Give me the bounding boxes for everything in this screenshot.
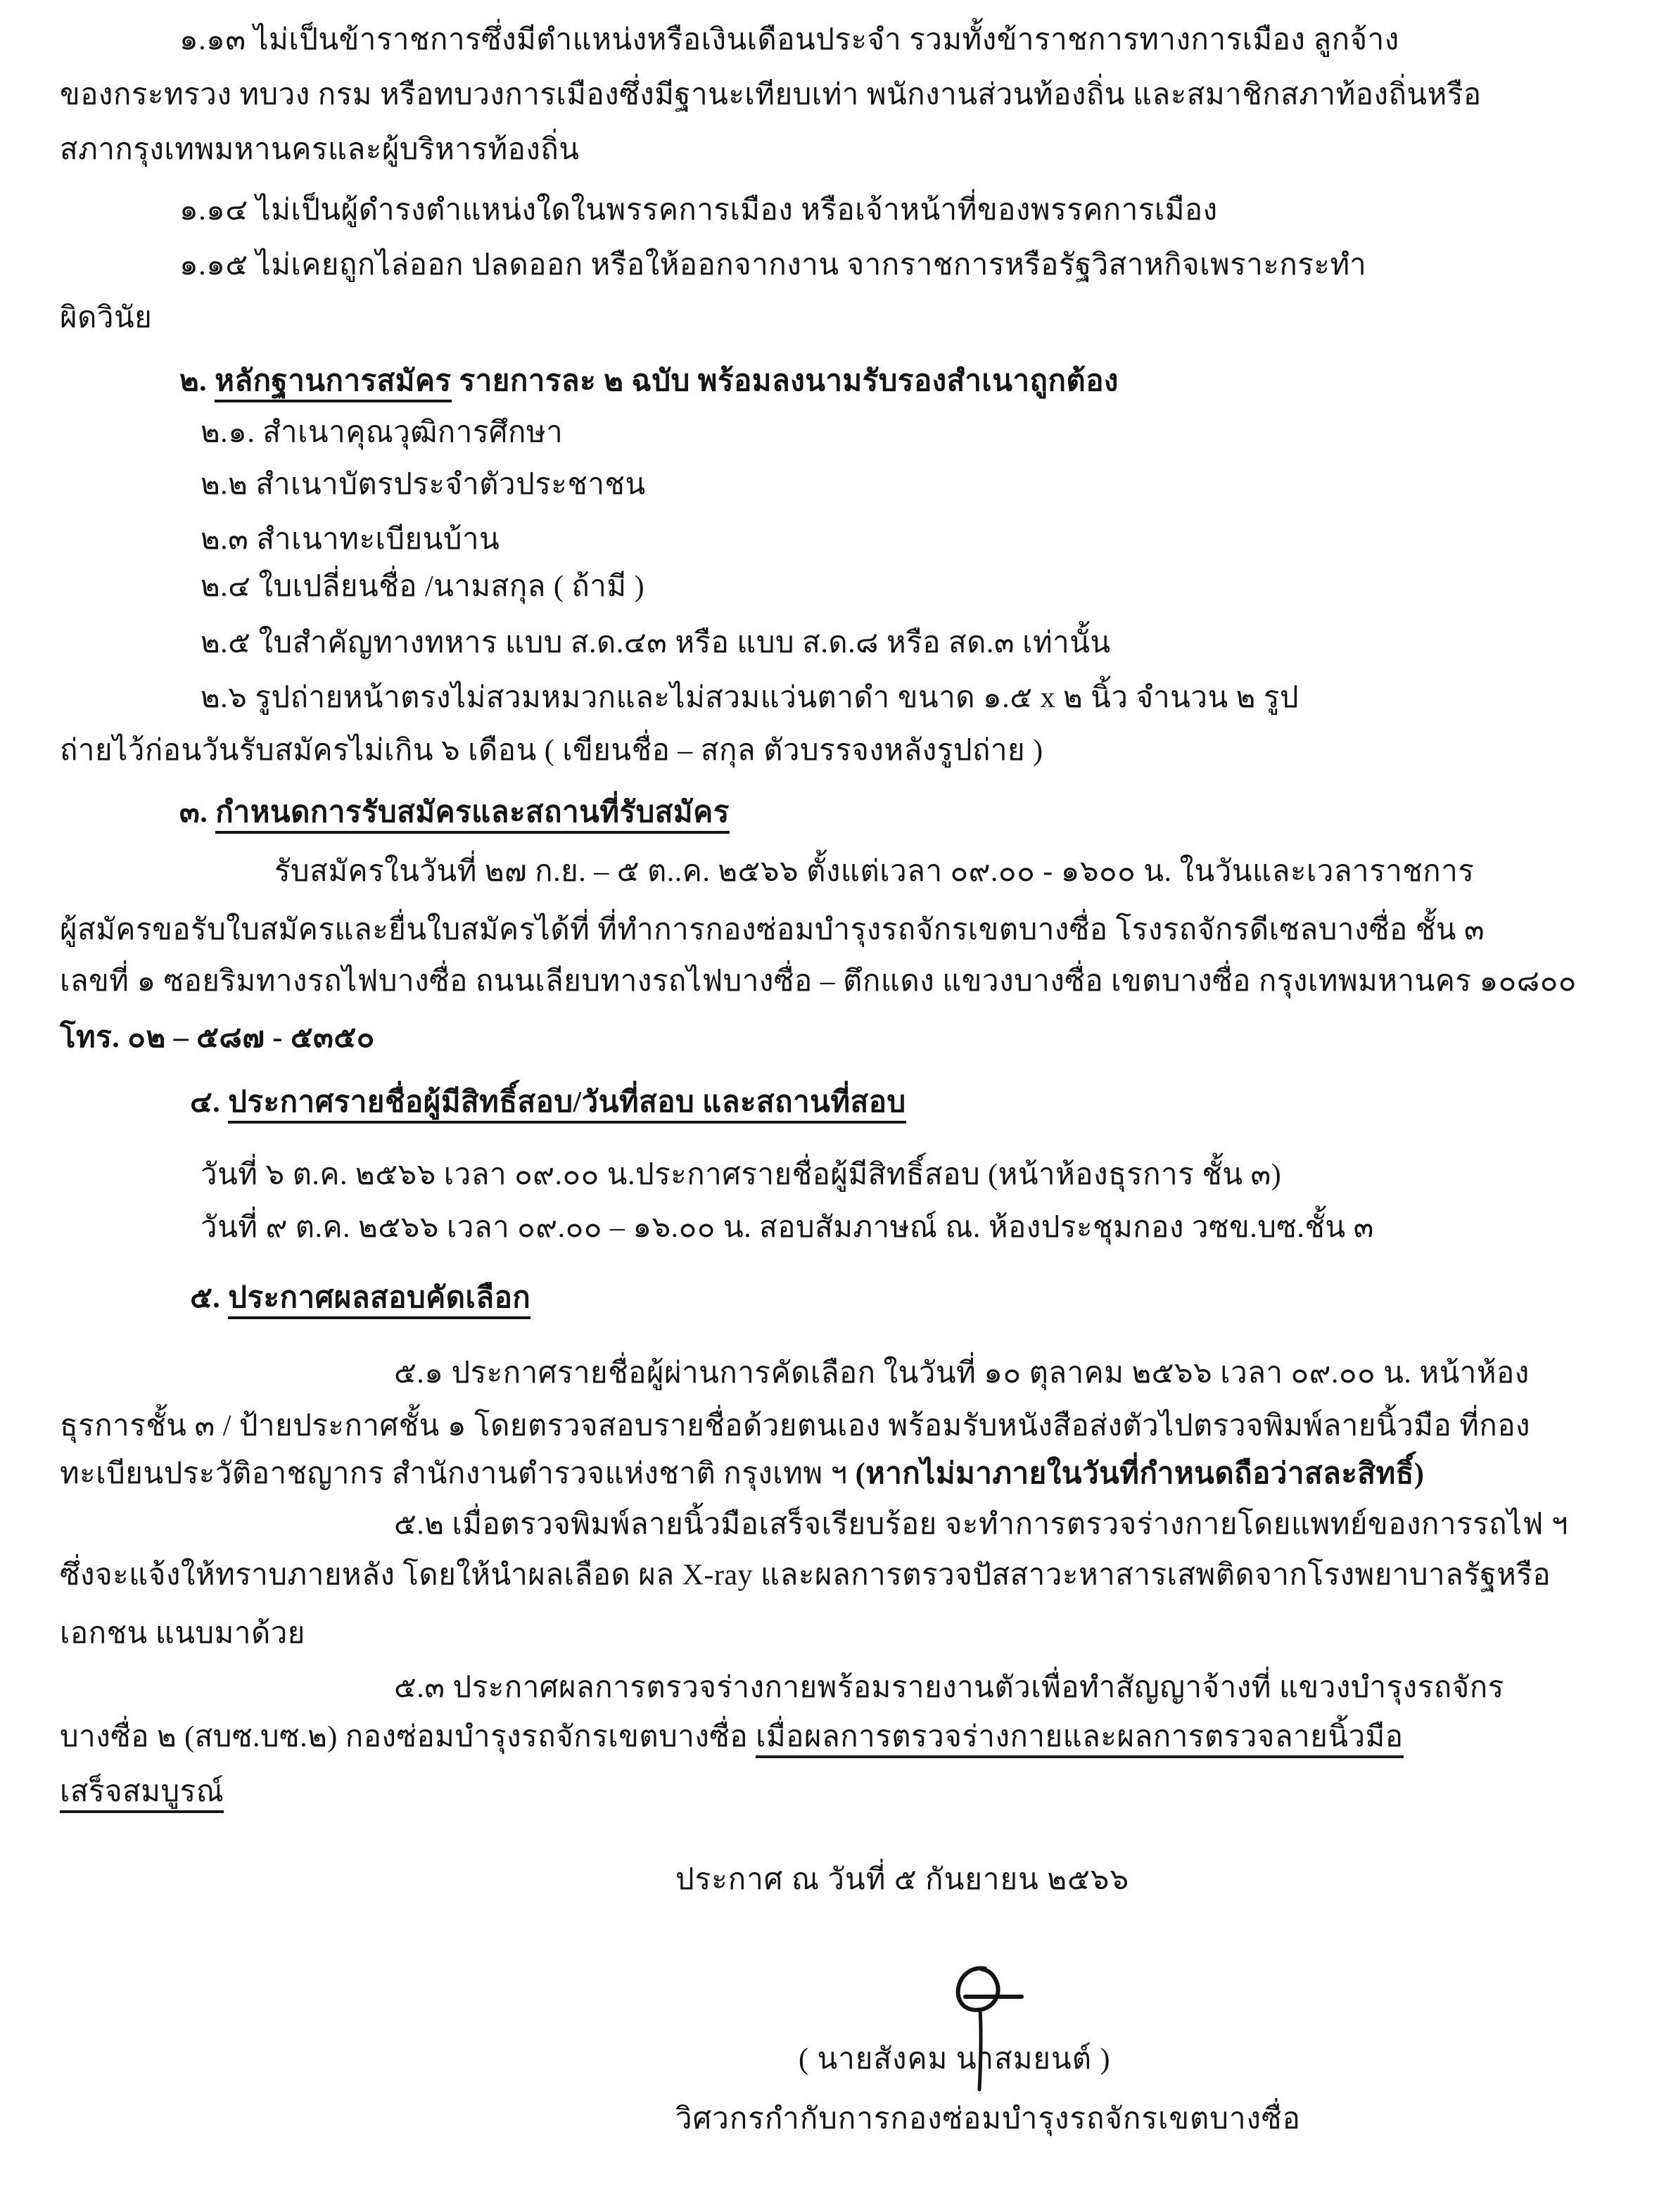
clause-5-1-line-3-normal: ทะเบียนประวัติอาชญากร สำนักงานตำรวจแห่งชาติ กรุงเทพ ฯ [60, 1458, 856, 1490]
section-2-heading [179, 362, 1119, 401]
section-5-title: ประกาศผลสอบคัดเลือก [228, 1282, 530, 1319]
clause-5-1-line-3 [60, 1455, 1424, 1494]
signer-name: ( นายสังคม นาสมยนต์ ) [799, 2043, 1111, 2076]
section-3-line-3: เลขที่ ๑ ซอยริมทางรถไฟบางซื่อ ถนนเลียบทางรถไฟบางซื่อ – ตึกแดง แขวงบางซื่อ เขตบางซื่อ กรุงเทพมหานคร ๑๐๘๐๐ [60, 965, 1577, 998]
section-4-number: ๔. [190, 1086, 221, 1119]
section-2-title: หลักฐานการสมัคร [215, 365, 451, 402]
announcement-date-line: ประกาศ ณ วันที่ ๕ กันยายน ๒๕๖๖ [675, 1864, 1130, 1896]
clause-5-1-line-2: ธุรการชั้น ๓ / ป้ายประกาศชั้น ๑ โดยตรวจสอบรายชื่อด้วยตนเอง พร้อมรับหนังสือส่งตัวไปตรวจพิมพ์ลายนิ้วมือ ที่กอง [60, 1410, 1531, 1442]
clause-5-3-line-2-normal: บางซื่อ ๒ (สบซ.บซ.๒) กองซ่อมบำรุงรถจักรเขตบางซื่อ [60, 1721, 756, 1753]
section-4-title: ประกาศรายชื่อผู้มีสิทธิ์สอบ/วันที่สอบ และสถานที่สอบ [228, 1086, 906, 1124]
item-2-4: ๒.๔ ใบเปลี่ยนชื่อ /นามสกุล ( ถ้ามี ) [201, 571, 645, 603]
clause-5-2-line-3: เอกชน แนบมาด้วย [60, 1617, 305, 1650]
clause-1-15-line-2: ผิดวินัย [60, 302, 153, 334]
clause-5-2-line-2: ซึ่งจะแจ้งให้ทราบภายหลัง โดยให้นำผลเลือด ผล X-ray และผลการตรวจปัสสาวะหาสารเสพติดจากโรงพยาบาลรัฐหรือ [60, 1559, 1551, 1591]
item-2-2: ๒.๒ สำเนาบัตรประจำตัวประชาชน [201, 469, 646, 501]
item-2-3: ๒.๓ สำเนาทะเบียนบ้าน [201, 523, 500, 556]
clause-5-1-line-3-bold: (หากไม่มาภายในวันที่กำหนดถือว่าสละสิทธิ์) [855, 1458, 1425, 1490]
section-2-heading-tail: รายการละ ๒ ฉบับ พร้อมลงนามรับรองสำเนาถูกต้อง [451, 365, 1119, 398]
clause-5-3-line-2-underlined: เมื่อผลการตรวจร่างกายและผลการตรวจลายนิ้วมือ [756, 1721, 1403, 1758]
clause-5-3-line-3-underlined: เสร็จสมบูรณ์ [60, 1776, 224, 1813]
section-2-number: ๒. [179, 365, 208, 398]
section-3-phone: โทร. ๐๒ – ๕๘๗ - ๕๓๕๐ [60, 1022, 375, 1054]
section-5-number: ๕. [190, 1282, 221, 1314]
clause-5-3-line-1: ๕.๓ ประกาศผลการตรวจร่างกายพร้อมรายงานตัวเพื่อทำสัญญาจ้างที่ แขวงบำรุงรถจักร [394, 1672, 1504, 1704]
item-2-6: ๒.๖ รูปถ่ายหน้าตรงไม่สวมหมวกและไม่สวมแว่นตาดำ ขนาด ๑.๕ x ๒ นิ้ว จำนวน ๒ รูป [201, 682, 1300, 714]
section-4-heading [190, 1083, 906, 1122]
clause-5-1-line-1: ๕.๑ ประกาศรายชื่อผู้ผ่านการคัดเลือก ในวันที่ ๑๐ ตุลาคม ๒๕๖๖ เวลา ๐๙.๐๐ น. หน้าห้อง [394, 1357, 1530, 1390]
section-4-line-1: วันที่ ๖ ต.ค. ๒๕๖๖ เวลา ๐๙.๐๐ น.ประกาศรายชื่อผู้มีสิทธิ์สอบ (หน้าห้องธุรการ ชั้น ๓) [201, 1159, 1282, 1191]
section-5-heading [190, 1279, 530, 1318]
section-3-line-2: ผู้สมัครขอรับใบสมัครและยื่นใบสมัครได้ที่ ที่ทำการกองซ่อมบำรุงรถจักรเขตบางซื่อ โรงรถจักรดีเซลบางซื่อ ชั้น ๓ [60, 914, 1485, 946]
section-3-heading [179, 794, 730, 832]
section-3-line-1: รับสมัครในวันที่ ๒๗ ก.ย. – ๕ ต..ค. ๒๕๖๖ ตั้งแต่เวลา ๐๙.๐๐ - ๑๖๐๐ น. ในวันและเวลาราชการ [274, 856, 1475, 888]
section-4-line-2: วันที่ ๙ ต.ค. ๒๕๖๖ เวลา ๐๙.๐๐ – ๑๖.๐๐ น. สอบสัมภาษณ์ ณ. ห้องประชุมกอง วซข.บซ.ชั้น ๓ [201, 1212, 1374, 1244]
item-2-1: ๒.๑. สำเนาคุณวุฒิการศึกษา [201, 417, 564, 449]
signer-title: วิศวกรกำกับการกองซ่อมบำรุงรถจักรเขตบางซื่อ [675, 2103, 1301, 2135]
item-2-6-continuation: ถ่ายไว้ก่อนวันรับสมัครไม่เกิน ๖ เดือน ( เขียนชื่อ – สกุล ตัวบรรจงหลังรูปถ่าย ) [60, 735, 1043, 767]
clause-5-2-line-1: ๕.๒ เมื่อตรวจพิมพ์ลายนิ้วมือเสร็จเรียบร้อย จะทำการตรวจร่างกายโดยแพทย์ของการรถไฟ ฯ [394, 1508, 1568, 1541]
clause-5-3-line-2 [60, 1718, 1404, 1757]
clause-1-13-line-2: ของกระทรวง ทบวง กรม หรือทบวงการเมืองซึ่งมีฐานะเทียบเท่า พนักงานส่วนท้องถิ่น และสมาชิกสภาท้องถิ่นหรือ [60, 79, 1482, 111]
signature-mark-icon [936, 1963, 1027, 2104]
clause-5-3-line-3 [60, 1773, 224, 1812]
clause-1-15-line-1: ๑.๑๕ ไม่เคยถูกไล่ออก ปลดออก หรือให้ออกจากงาน จากราชการหรือรัฐวิสาหกิจเพราะกระทำ [179, 249, 1367, 281]
clause-1-13-line-3: สภากรุงเทพมหานครและผู้บริหารท้องถิ่น [60, 134, 580, 166]
clause-1-14: ๑.๑๔ ไม่เป็นผู้ดำรงตำแหน่งใดในพรรคการเมือง หรือเจ้าหน้าที่ของพรรคการเมือง [179, 194, 1218, 227]
section-3-title: กำหนดการรับสมัครและสถานที่รับสมัคร [215, 796, 730, 834]
item-2-5: ๒.๕ ใบสำคัญทางทหาร แบบ ส.ด.๔๓ หรือ แบบ ส.ด.๘ หรือ สด.๓ เท่านั้น [201, 627, 1111, 659]
section-3-number: ๓. [179, 796, 208, 829]
clause-1-13-line-1: ๑.๑๓ ไม่เป็นข้าราชการซึ่งมีตำแหน่งหรือเงินเดือนประจำ รวมทั้งข้าราชการทางการเมือง ลูกจ้าง [179, 24, 1399, 56]
